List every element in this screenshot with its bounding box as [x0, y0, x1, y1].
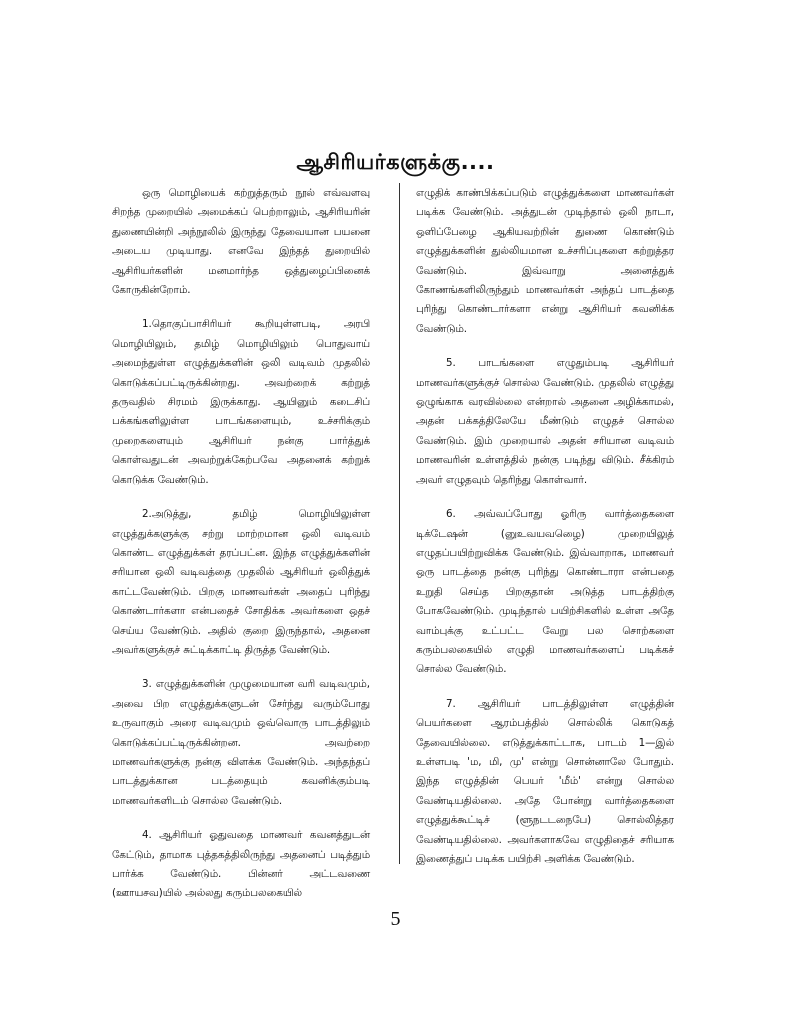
- left-column: [112, 184, 370, 919]
- instruction-4-continued-paragraph: எழுதிக் காண்பிக்கப்படும் எழுத்துக்களை மாணவர்கள் படிக்க வேண்டும். அத்துடன் முடிந்தால் ஒலி நாடா, ஒளிப்பேழை ஆகியவற்றின் துணை கொண்டும் எழுத்துக்களின் துல்லியமான உச்சரிப்புகளை கற்றுத்தர வேண்டும். இவ்வாறு அனைத்துக் கோணங்களிலிருந்தும் மாணவர்கள் அந்தப் பாடத்தை புரிந்து கொண்டார்களா என்று ஆசிரியர் கவனிக்க வேண்டும்.: [416, 187, 674, 335]
- right-column: [416, 184, 674, 884]
- instruction-4-paragraph: 4. ஆசிரியர் ஓதுவதை மாணவர் கவனத்துடன் கேட்டும், தாமாக புத்தகத்திலிருந்து அதனைப் படித்தும் பார்க்க வேண்டும். பின்னர் அட்டவணை (ஊாயசவ)யில் அல்லது கரும்பலகையில்: [112, 829, 370, 900]
- intro-paragraph: ஒரு மொழியைக் கற்றுத்தரும் நூல் எவ்வளவு சிறந்த முறையில் அமைக்கப் பெற்றாலும், ஆசிரியரின் துணையின்றி அந்நூலில் இருந்து தேவையான பயனை அடைய முடியாது. எனவே இந்தத் துறையில் ஆசிரியர்களின் மனமார்ந்த ஒத்துழைப்பினைக் கோருகின்றோம்.: [112, 187, 370, 297]
- page-title: ஆசிரியர்களுக்கு....: [296, 150, 495, 174]
- column-divider: [399, 183, 400, 864]
- instruction-1-paragraph: 1.தொகுப்பாசிரியர் கூறியுள்ளபடி, அரபி மொழியிலும், தமிழ் மொழியிலும் பொதுவாய் அமைந்துள்ள எழுத்துக்களின் ஒலி வடிவம் முதலில் கொடுக்கப்பட்டிருக்கின்றது. அவற்றைக் கற்றுத் தருவதில் சிரமம் இருக்காது. ஆயினும் கடைசிப் பக்கங்களிலுள்ள பாடங்களையும், உச்சரிக்கும் முறைகளையும் ஆசிரியர் நன்கு பார்த்துக் கொள்வதுடன் அவற்றுக்கேற்பவே அதனைக் கற்றுக் கொடுக்க வேண்டும்.: [112, 318, 370, 486]
- instruction-2-paragraph: 2.அடுத்து, தமிழ் மொழியிலுள்ள எழுத்துக்களுக்கு சற்று மாற்றமான ஒலி வடிவம் கொண்ட எழுத்துக்கள் தரப்பட்ன. இந்த எழுத்துக்களின் சரியான ஒலி வடிவத்தை முதலில் ஆசிரியர் ஒலித்துக் காட்டவேண்டும். பிறகு மாணவர்கள் அதைப் புரிந்து கொண்டார்களா என்பதைச் சோதிக்க அவர்களை ஒதச் செய்ய வேண்டும். அதில் குறை இருந்தால், அதனை அவர்களுக்குச் சுட்டிக்காட்டி திருத்த வேண்டும்.: [112, 508, 370, 656]
- instruction-3-paragraph: 3. எழுத்துக்களின் முழுமையான வரி வடிவமும், அவை பிற எழுத்துக்களுடன் சேர்ந்து வரும்போது உருவாகும் அரை வடிவமும் ஒவ்வொரு பாடத்திலும் கொடுக்கப்பட்டிருக்கின்றன. அவற்றை மாணவர்களுக்கு நன்கு விளக்க வேண்டும். அந்தந்தப் பாடத்துக்கான படத்தையும் கவனிக்கும்படி மாணவர்களிடம் சொல்ல வேண்டும்.: [112, 678, 370, 807]
- page-number: 5: [390, 908, 401, 930]
- instruction-5-paragraph: 5. பாடங்களை எழுதும்படி ஆசிரியர் மாணவர்களுக்குச் சொல்ல வேண்டும். முதலில் எழுத்து ஒழுங்காக வரவில்லை என்றால் அதனை அழிக்காமல், அதன் பக்கத்திலேயே மீண்டும் எழுதச் சொல்ல வேண்டும். இம் முறையால் அதன் சரியான வடிவம் மாணவரின் உள்ளத்தில் நன்கு படிந்து விடும். சீக்கிரம் அவர் எழுதவும் தெரிந்து கொள்வார்.: [416, 357, 674, 486]
- instruction-6-paragraph: 6. அவ்வப்போது ஓரிரு வார்த்தைகளை டிக்டேஷன் (னுஉவயவழைெ) முறையிலுத் எழுதப்பயிற்றுவிக்க வேண்டும். இவ்வாறாக, மாணவர் ஒரு பாடத்தை நன்கு புரிந்து கொண்டாரா என்பதை உறுதி செய்த பிறகுதான் அடுத்த பாடத்திற்கு போகவேண்டும். முடிந்தால் பயிற்சிகளில் உள்ள அதே வாம்புக்கு உட்பட்ட வேறு பல சொற்களை கரும்பலகையில் எழுதி மாணவர்களைப் படிக்கச் சொல்ல வேண்டும்.: [416, 508, 674, 676]
- instruction-7-paragraph: 7. ஆசிரியர் பாடத்திலுள்ள எழுத்தின் பெயர்களை ஆரம்பத்தில் சொல்லிக் கொடுகத் தேவையில்லை. எடுத்துக்காட்டாக, பாடம் 1—இல் உள்ளபடி 'ம, மி, மு' என்று சொன்னாலே போதும். இந்த எழுத்தின் பெயர் 'மீம்' என்று சொல்ல வேண்டியதில்லை. அதே போன்று வார்த்தைகளை எழுத்துக்கூட்டிச் (ளூநடடநைபே) சொல்லித்தர வேண்டியதில்லை. அவர்களாகவே எழுதிதைச் சரியாக இணைத்துப் படிக்க பயிற்சி அளிக்க வேண்டும்.: [416, 697, 674, 865]
